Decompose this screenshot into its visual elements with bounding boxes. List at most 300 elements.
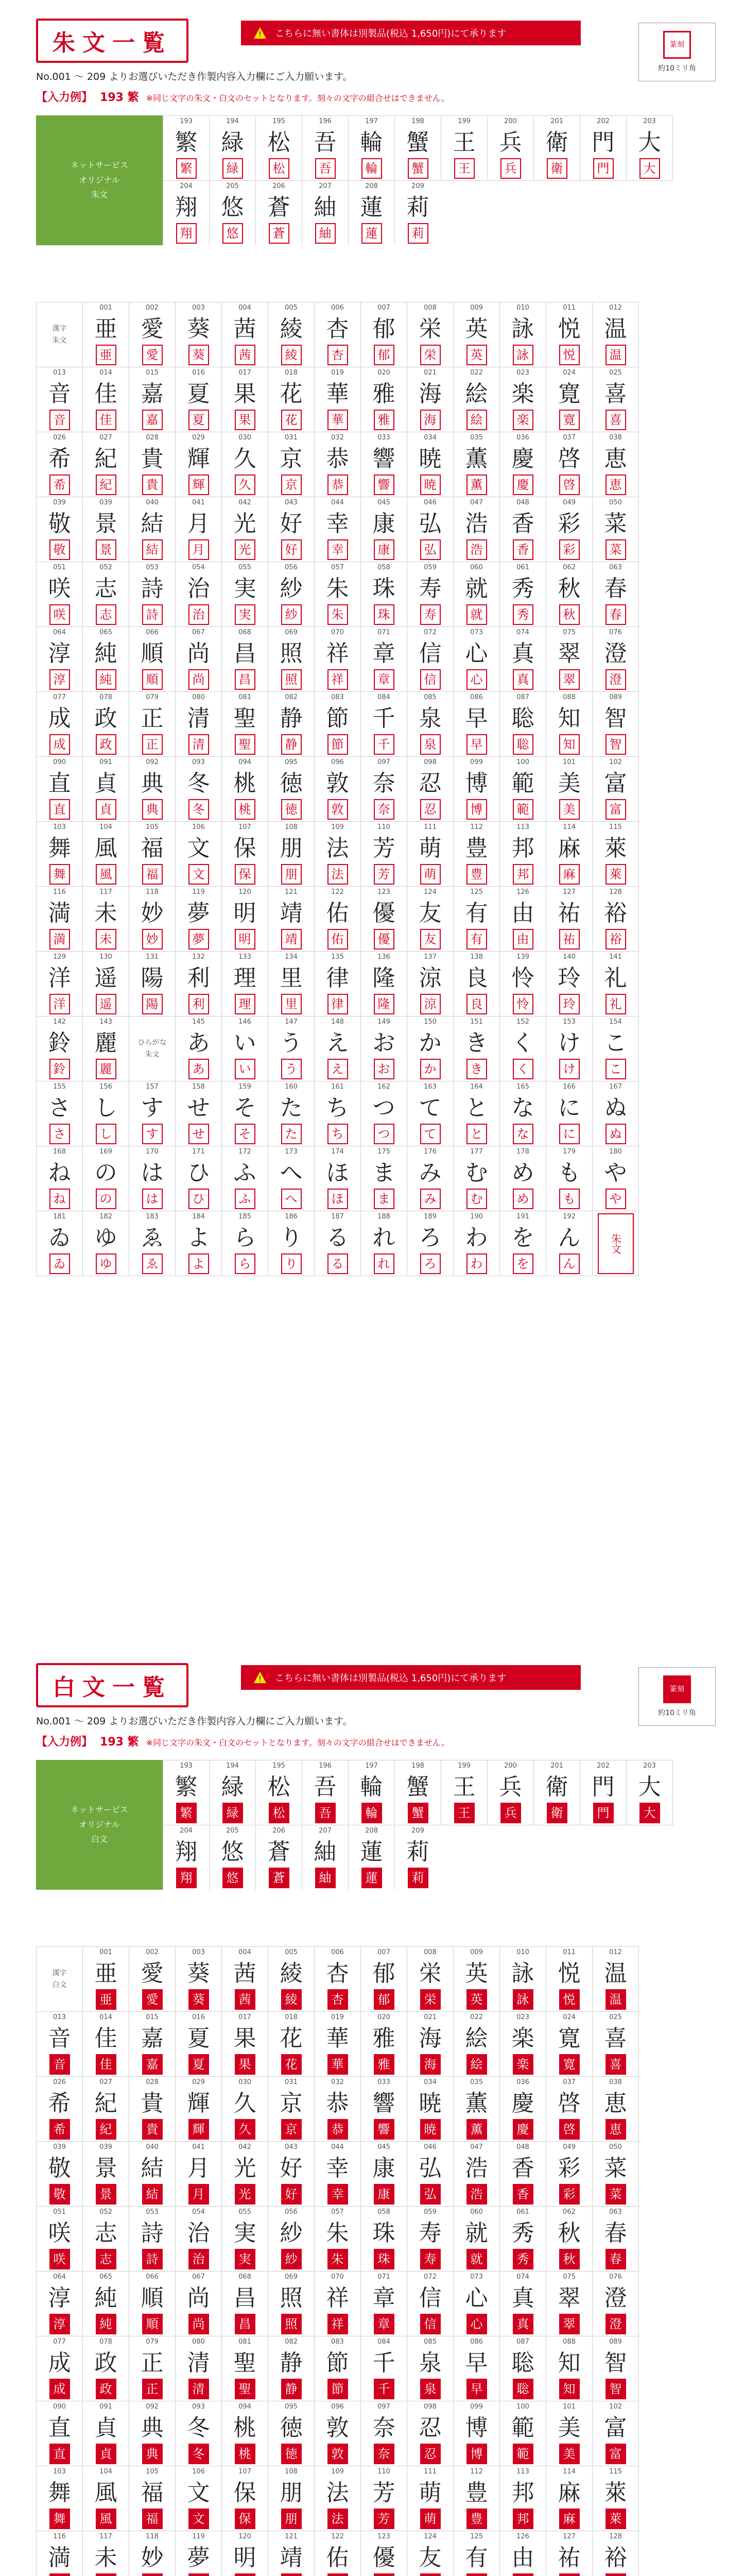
glyph-number: 205	[226, 182, 239, 190]
seal-stamp-char: 舞	[53, 2512, 66, 2526]
seal-stamp-char: 澄	[609, 2317, 622, 2331]
glyph-number: 198	[411, 117, 424, 125]
seal-wrap	[210, 223, 255, 246]
seal-stamp-char: 智	[609, 737, 622, 752]
seal-stamp-char: 貴	[146, 2122, 159, 2137]
seal-stamp-char: 直	[53, 802, 66, 817]
seal-stamp-char: 衛	[550, 1806, 563, 1820]
glyph-cell	[348, 180, 394, 245]
seal-stamp-char: 志	[99, 2252, 112, 2266]
glyph-char: 慶	[511, 2090, 534, 2116]
seal-stamp-char: 花	[285, 2057, 298, 2072]
glyph-number: 098	[424, 2403, 437, 2411]
glyph-char: 詩	[141, 2220, 164, 2246]
seal-stamp-char: 徳	[285, 2447, 298, 2461]
glyph-char: あ	[187, 1030, 210, 1056]
seal-stamp-char: 王	[458, 161, 471, 176]
glyph-number: 070	[331, 2273, 344, 2281]
glyph-number: 118	[146, 888, 159, 896]
glyph-char: 輝	[187, 446, 210, 472]
glyph-char: 薫	[465, 446, 488, 472]
glyph-char: 悠	[221, 1839, 244, 1865]
glyph-number: 017	[238, 369, 251, 377]
glyph-char: 福	[141, 835, 164, 861]
glyph-char: 徳	[280, 770, 303, 796]
glyph-char: 靖	[280, 2545, 303, 2571]
seal-stamp-char: ふ	[238, 1192, 251, 1206]
glyph-number: 045	[377, 499, 390, 506]
glyph-number: 121	[285, 2533, 298, 2540]
glyph-number: 092	[146, 758, 159, 766]
svg-text:!: !	[258, 30, 262, 39]
glyph-char: 喜	[604, 381, 627, 407]
seal-stamp-char: 章	[377, 672, 390, 687]
seal-stamp-char: わ	[470, 1257, 483, 1271]
glyph-char: 裕	[604, 2545, 627, 2571]
seal-stamp-char: 郁	[377, 348, 390, 362]
seal-stamp-char: 光	[238, 2187, 251, 2201]
seal-stamp-char: 保	[238, 2512, 251, 2526]
seal-stamp-char: 綾	[285, 348, 298, 362]
glyph-char: 雅	[372, 2025, 395, 2052]
glyph-char: 松	[267, 1774, 290, 1800]
glyph-char: え	[326, 1030, 349, 1056]
glyph-char: 敬	[48, 511, 71, 537]
glyph-char: 実	[233, 2220, 256, 2246]
glyph-char: す	[141, 1095, 164, 1121]
seal-stamp-char: 好	[285, 543, 298, 557]
seal-stamp-char: 冬	[192, 802, 205, 817]
glyph-char: 文	[187, 835, 210, 861]
seal-stamp-char: 喜	[609, 413, 622, 427]
glyph-number: 060	[470, 2208, 483, 2216]
glyph-char: む	[465, 1160, 488, 1186]
glyph-number: 053	[146, 2208, 159, 2216]
seal-stamp-char: 聖	[238, 2382, 251, 2396]
seal-stamp-char: 優	[377, 932, 390, 946]
glyph-number: 075	[563, 629, 576, 636]
glyph-number: 109	[331, 823, 344, 831]
glyph-number: 031	[285, 2078, 298, 2086]
glyph-number: 122	[331, 888, 344, 896]
glyph-number: 121	[285, 888, 298, 896]
seal-wrap	[256, 223, 302, 246]
logo-seal-text: 篆刻	[670, 41, 684, 49]
glyph-char: る	[326, 1225, 349, 1251]
seal-stamp-char: 貞	[99, 2447, 112, 2461]
glyph-cell	[394, 1825, 441, 1890]
net-service-label-line: 朱文	[91, 190, 108, 200]
glyph-char: 華	[326, 381, 349, 407]
glyph-char: 絵	[465, 2025, 488, 2052]
glyph-number: 084	[377, 693, 390, 701]
seal-stamp-char: る	[331, 1257, 344, 1271]
glyph-number: 167	[609, 1083, 622, 1091]
seal-stamp-char: 京	[285, 2122, 298, 2137]
seal-stamp-char: 温	[609, 1992, 622, 2007]
seal-stamp-char: 月	[192, 543, 205, 557]
seal-stamp-char: 礼	[609, 997, 622, 1011]
seal-stamp-char: に	[563, 1127, 576, 1141]
kanji-type-label: 漢字 朱文	[36, 302, 82, 367]
glyph-number: 155	[53, 1083, 66, 1091]
seal-stamp-char: 節	[331, 2382, 344, 2396]
seal-stamp-char: 純	[99, 672, 112, 687]
glyph-char: 成	[48, 705, 71, 732]
glyph-number: 132	[192, 953, 205, 961]
seal-stamp-char: 華	[331, 2057, 344, 2072]
glyph-number: 104	[99, 2468, 112, 2476]
seal-stamp-char: 芳	[377, 867, 390, 882]
glyph-char: 信	[419, 2285, 442, 2311]
glyph-char: 英	[465, 316, 488, 342]
glyph-number: 095	[285, 2403, 298, 2411]
glyph-number: 107	[238, 2468, 251, 2476]
seal-stamp-char: 奈	[377, 802, 390, 817]
seal-stamp-char: 紬	[319, 226, 332, 241]
seal-stamp-char: 心	[470, 672, 483, 687]
end-seal-text: 朱文	[609, 1233, 622, 1254]
seal-stamp-char: 翠	[563, 2317, 576, 2331]
seal-stamp-char: ほ	[331, 1192, 344, 1206]
glyph-number: 042	[238, 2143, 251, 2151]
glyph-char: 音	[48, 2025, 71, 2052]
glyph-number: 097	[377, 758, 390, 766]
glyph-number: 127	[563, 888, 576, 896]
seal-stamp-char: 法	[331, 2512, 344, 2526]
seal-stamp-char: 政	[99, 737, 112, 752]
glyph-number: 113	[516, 823, 529, 831]
glyph-number: 075	[563, 2273, 576, 2281]
glyph-number: 195	[272, 1762, 285, 1770]
glyph-number: 003	[192, 304, 205, 312]
glyph-number: 118	[146, 2533, 159, 2540]
glyph-char: 大	[638, 129, 661, 156]
seal-stamp-char: 珠	[377, 607, 390, 622]
glyph-char: 果	[233, 2025, 256, 2052]
seal-stamp-char: 珠	[377, 2252, 390, 2266]
seal-stamp-char: 香	[516, 2187, 529, 2201]
seal-stamp-char: 響	[377, 478, 390, 492]
glyph-char: 真	[511, 640, 534, 667]
glyph-number: 058	[377, 564, 390, 571]
glyph-number: 100	[516, 758, 529, 766]
glyph-number: 200	[504, 117, 517, 125]
glyph-char: 恭	[326, 446, 349, 472]
glyph-number: 028	[146, 2078, 159, 2086]
glyph-number: 041	[192, 2143, 205, 2151]
glyph-char: 華	[326, 2025, 349, 2052]
seal-stamp-char: 文	[192, 867, 205, 882]
seal-stamp	[315, 223, 336, 244]
seal-stamp	[269, 223, 289, 244]
glyph-number: 078	[99, 693, 112, 701]
glyph-char: 啓	[558, 446, 581, 472]
seal-stamp-char: 貴	[146, 478, 159, 492]
glyph-char: 王	[453, 129, 476, 156]
glyph-number: 022	[470, 2013, 483, 2021]
glyph-number: 186	[285, 1213, 298, 1221]
glyph-number: 188	[377, 1213, 390, 1221]
seal-stamp-char: 早	[470, 2382, 483, 2396]
seal-stamp-char: 暁	[424, 478, 437, 492]
glyph-number: 065	[99, 629, 112, 636]
glyph-number: 030	[238, 434, 251, 442]
glyph-number: 002	[146, 1948, 159, 1956]
seal-stamp-char: 翔	[180, 226, 193, 241]
seal-stamp-char: 萊	[609, 867, 622, 882]
seal-stamp-char: て	[424, 1127, 437, 1141]
glyph-char: 繁	[175, 1774, 198, 1800]
main-grid-frame	[36, 302, 639, 1276]
glyph-char: 蓮	[360, 1839, 383, 1865]
seal-stamp-char: け	[563, 1062, 576, 1076]
glyph-number: 183	[146, 1213, 159, 1221]
seal-stamp-char: は	[146, 1192, 159, 1206]
glyph-char: 朋	[280, 2480, 303, 2506]
glyph-cell	[163, 1825, 209, 1890]
seal-stamp-char: れ	[377, 1257, 390, 1271]
glyph-number: 028	[146, 434, 159, 442]
glyph-char: い	[233, 1030, 256, 1056]
seal-stamp-char: 松	[272, 161, 285, 176]
glyph-number: 091	[99, 2403, 112, 2411]
glyph-char: 早	[465, 2350, 488, 2376]
seal-stamp-char: 京	[285, 478, 298, 492]
glyph-char: 敦	[326, 770, 349, 796]
glyph-char: 咲	[48, 2220, 71, 2246]
seal-stamp-char: 澄	[609, 672, 622, 687]
glyph-char: 紀	[94, 2090, 117, 2116]
glyph-char: 文	[187, 2480, 210, 2506]
glyph-number: 038	[609, 2078, 622, 2086]
seal-stamp	[361, 223, 382, 244]
glyph-number: 064	[53, 629, 66, 636]
glyph-char: 門	[592, 1774, 615, 1800]
glyph-number: 087	[516, 2338, 529, 2346]
seal-stamp-char: 朱	[331, 607, 344, 622]
glyph-number: 002	[146, 304, 159, 312]
seal-stamp-char: 輪	[365, 161, 378, 176]
glyph-char: 明	[233, 900, 256, 926]
seal-stamp-char: 弘	[424, 543, 437, 557]
glyph-char: 京	[280, 2090, 303, 2116]
seal-stamp-char: 怜	[516, 997, 529, 1011]
seal-stamp-char: 久	[238, 478, 251, 492]
glyph-char: 治	[187, 2220, 210, 2246]
net-service-label-line: 白文	[91, 1834, 108, 1844]
glyph-number: 055	[238, 2208, 251, 2216]
glyph-number: 007	[377, 1948, 390, 1956]
glyph-char: ゐ	[48, 1225, 71, 1251]
glyph-char: 佑	[326, 2545, 349, 2571]
glyph-number: 023	[516, 369, 529, 377]
seal-stamp-char: 景	[99, 543, 112, 557]
seal-wrap	[395, 223, 441, 246]
glyph-char: わ	[465, 1225, 488, 1251]
glyph-char: 京	[280, 446, 303, 472]
seal-stamp-char: 美	[563, 2447, 576, 2461]
glyph-char: 輝	[187, 2090, 210, 2116]
glyph-char: 彩	[558, 2155, 581, 2181]
glyph-number: 160	[285, 1083, 298, 1091]
glyph-number: 001	[99, 304, 112, 312]
glyph-number: 039	[53, 2143, 66, 2151]
seal-stamp-char: 博	[470, 802, 483, 817]
seal-stamp-char: 萊	[609, 2512, 622, 2526]
glyph-char: 祐	[558, 2545, 581, 2571]
glyph-number: 162	[377, 1083, 390, 1091]
glyph-char: 綾	[280, 316, 303, 342]
glyph-char: 萊	[604, 835, 627, 861]
glyph-char: 千	[372, 705, 395, 732]
seal-stamp-char: 嘉	[146, 2057, 159, 2072]
glyph-number: 085	[424, 2338, 437, 2346]
glyph-char: 心	[465, 640, 488, 667]
seal-stamp-char: 恭	[331, 478, 344, 492]
glyph-number: 088	[563, 2338, 576, 2346]
seal-stamp-char: 輝	[192, 2122, 205, 2137]
glyph-number: 013	[53, 2013, 66, 2021]
seal-stamp-char: 徳	[285, 802, 298, 817]
seal-stamp-char: 響	[377, 2122, 390, 2137]
glyph-number: 020	[377, 2013, 390, 2021]
glyph-cell	[255, 1825, 302, 1890]
glyph-number: 047	[470, 2143, 483, 2151]
glyph-char: め	[511, 1160, 534, 1186]
glyph-char: 栄	[419, 1960, 442, 1987]
glyph-char: 博	[465, 770, 488, 796]
glyph-char: 絵	[465, 381, 488, 407]
seal-stamp-char: 楽	[516, 2057, 529, 2072]
glyph-number: 179	[563, 1148, 576, 1156]
glyph-char: 政	[94, 705, 117, 732]
seal-stamp-char: 淳	[53, 672, 66, 687]
glyph-char: 就	[465, 575, 488, 602]
glyph-number: 134	[285, 953, 298, 961]
seal-stamp-char: か	[424, 1062, 437, 1076]
glyph-number: 091	[99, 758, 112, 766]
glyph-number: 080	[192, 2338, 205, 2346]
seal-stamp-char: 成	[53, 737, 66, 752]
glyph-number: 038	[609, 434, 622, 442]
glyph-char: 裕	[604, 900, 627, 926]
seal-stamp-char: 菜	[609, 2187, 622, 2201]
seal-stamp-char: 範	[516, 2447, 529, 2461]
glyph-number: 004	[238, 304, 251, 312]
seal-stamp-char: 美	[563, 802, 576, 817]
seal-stamp-char: 悠	[226, 1871, 239, 1885]
glyph-number: 057	[331, 2208, 344, 2216]
glyph-number: 201	[550, 117, 563, 125]
input-example-label: 【入力例】	[36, 91, 93, 104]
glyph-number: 030	[238, 2078, 251, 2086]
glyph-char: 大	[638, 1774, 661, 1800]
seal-stamp-char: よ	[192, 1257, 205, 1271]
seal-stamp-char: 門	[597, 161, 610, 176]
glyph-number: 065	[99, 2273, 112, 2281]
glyph-char: 朱	[326, 2220, 349, 2246]
glyph-number: 024	[563, 369, 576, 377]
glyph-char: 貴	[141, 2090, 164, 2116]
seal-stamp-char: 緑	[226, 1806, 239, 1820]
glyph-char: 聡	[511, 705, 534, 732]
seal-stamp-char: 範	[516, 802, 529, 817]
glyph-number: 036	[516, 434, 529, 442]
glyph-char: 衛	[545, 129, 568, 156]
glyph-char: 悦	[558, 316, 581, 342]
glyph-number: 119	[192, 888, 205, 896]
seal-stamp-char: 祥	[331, 2317, 344, 2331]
glyph-char: 萌	[419, 2480, 442, 2506]
glyph-number: 056	[285, 564, 298, 571]
glyph-number: 100	[516, 2403, 529, 2411]
seal-stamp-char: し	[99, 1127, 112, 1141]
seal-stamp-char: 亜	[99, 1992, 112, 2007]
glyph-number: 126	[516, 888, 529, 896]
glyph-number: 008	[424, 304, 437, 312]
seal-stamp-char: へ	[285, 1192, 298, 1206]
glyph-number: 163	[424, 1083, 437, 1091]
seal-stamp-char: 紬	[319, 1871, 332, 1885]
glyph-number: 173	[285, 1148, 298, 1156]
glyph-char: 恵	[604, 446, 627, 472]
glyph-number: 103	[53, 2468, 66, 2476]
glyph-char: 嘉	[141, 381, 164, 407]
glyph-number: 170	[146, 1148, 159, 1156]
glyph-char: 繁	[175, 129, 198, 156]
glyph-number: 190	[470, 1213, 483, 1221]
seal-stamp-char: 海	[424, 2057, 437, 2072]
seal-stamp-char: 典	[146, 802, 159, 817]
glyph-number: 066	[146, 2273, 159, 2281]
glyph-char: ら	[233, 1225, 256, 1251]
warning-text: こちらに無い書体は別製品(税込 1,650円)にて承ります	[275, 28, 507, 39]
input-example	[36, 89, 449, 105]
seal-stamp-char: 莉	[411, 1871, 424, 1885]
glyph-char: 未	[94, 900, 117, 926]
glyph-number: 140	[563, 953, 576, 961]
glyph-char: 鈴	[48, 1030, 71, 1056]
glyph-number: 131	[146, 953, 159, 961]
glyph-char: 紗	[280, 2220, 303, 2246]
glyph-char: 楽	[511, 2025, 534, 2052]
seal-stamp-char: 朋	[285, 867, 298, 882]
glyph-number: 139	[516, 953, 529, 961]
seal-stamp-char: 月	[192, 2187, 205, 2201]
seal-stamp-char: 咲	[53, 2252, 66, 2266]
glyph-number: 001	[99, 1948, 112, 1956]
seal-stamp-char: 昌	[238, 672, 251, 687]
glyph-char: 風	[94, 2480, 117, 2506]
seal-stamp-char: 蒼	[272, 226, 285, 241]
glyph-char: 果	[233, 381, 256, 407]
glyph-char: 夢	[187, 900, 210, 926]
glyph-number: 199	[458, 1762, 471, 1770]
seal-stamp-char: く	[516, 1062, 529, 1076]
glyph-number: 063	[609, 2208, 622, 2216]
seal-stamp-char: 温	[609, 348, 622, 362]
glyph-char: 聖	[233, 2350, 256, 2376]
glyph-char: 寛	[558, 2025, 581, 2052]
glyph-number: 175	[377, 1148, 390, 1156]
glyph-number: 124	[424, 888, 437, 896]
glyph-char: お	[372, 1030, 395, 1056]
seal-stamp-char: 秋	[563, 2252, 576, 2266]
glyph-char: 結	[141, 2155, 164, 2181]
net-service-label	[36, 1760, 163, 1890]
glyph-char: 暁	[419, 2090, 442, 2116]
